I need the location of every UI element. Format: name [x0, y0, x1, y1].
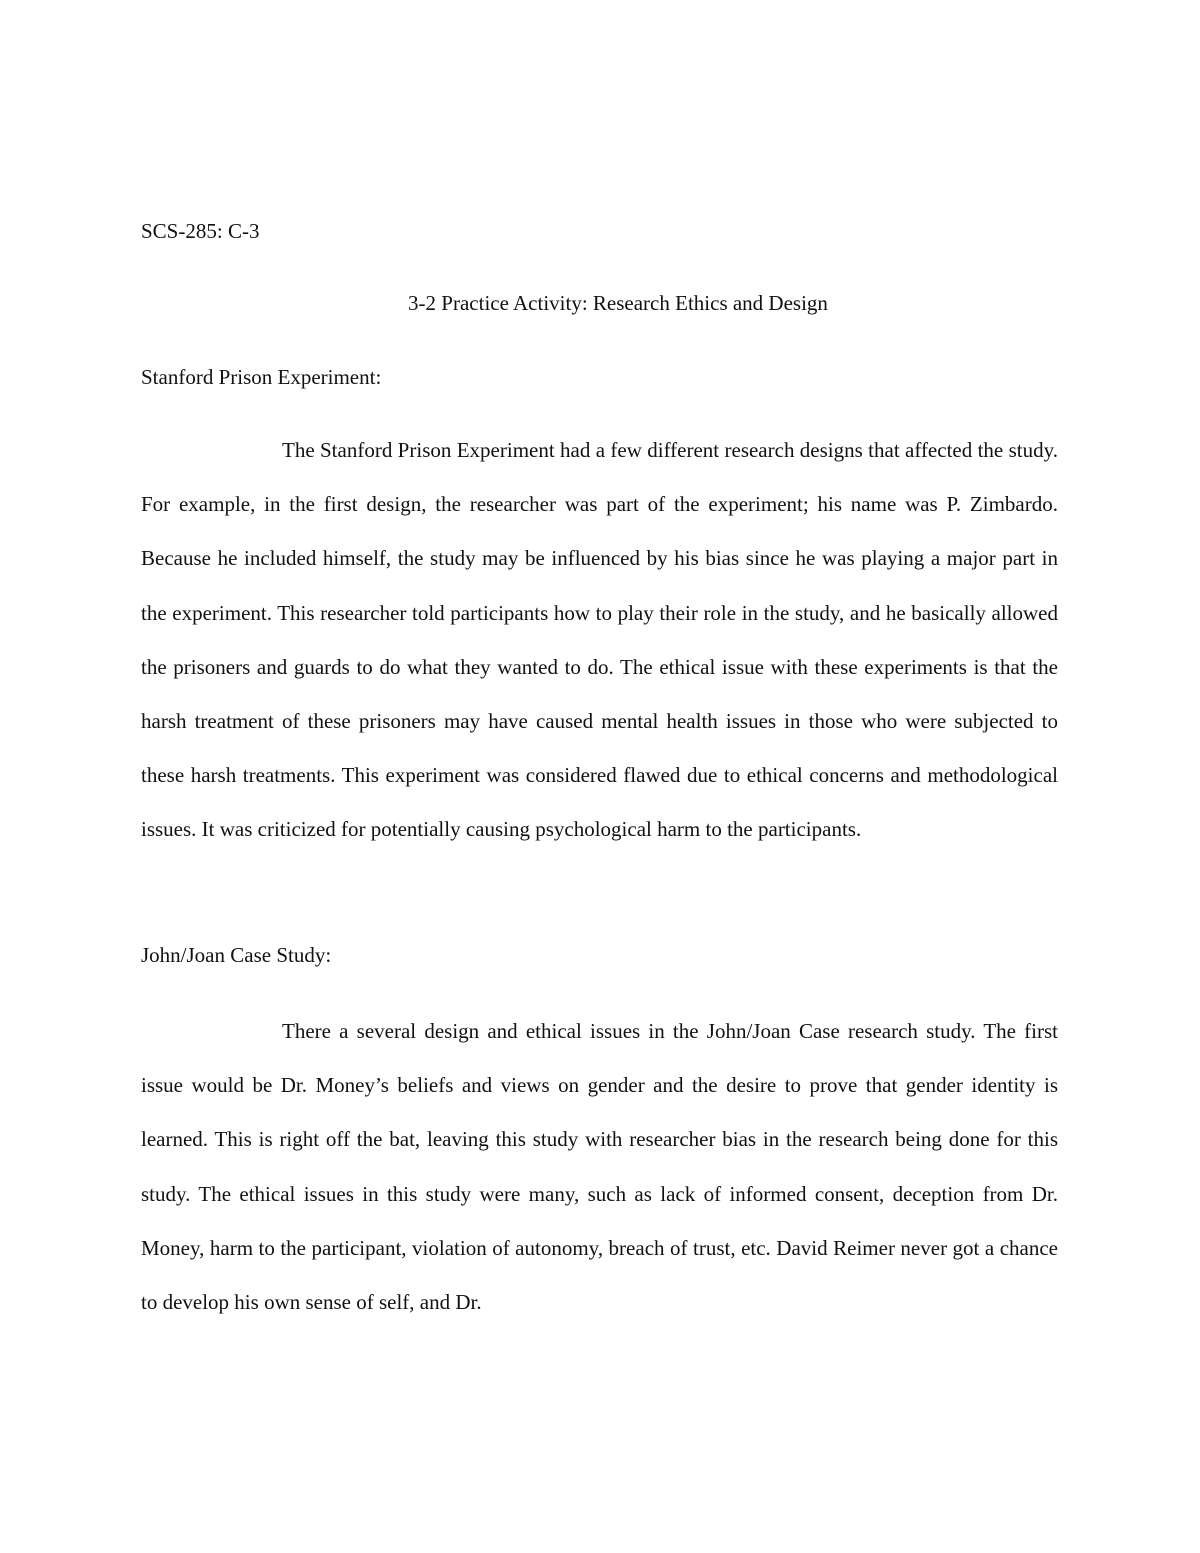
- section-paragraph-stanford: The Stanford Prison Experiment had a few different research designs that affected the study. For example, in the first design, the researcher was part of the experiment; his name was P. Zimbardo. Because he included himself, the study may be influenced by his bias since he was playing a major part in the experiment. This researcher told participants how to play their role in the study, and he basically allowed the prisoners and guards to do what they wanted to do. The ethical issue with these experiments is that the harsh treatment of these prisoners may have caused mental health issues in those who were subjected to these harsh treatments. This experiment was considered flawed due to ethical concerns and methodological issues. It was criticized for potentially causing psychological harm to the participants.: [141, 438, 1058, 842]
- document-title: 3-2 Practice Activity: Research Ethics and Design: [408, 291, 828, 315]
- section-heading-stanford: Stanford Prison Experiment:: [141, 365, 382, 389]
- course-code: SCS-285: C-3: [141, 219, 260, 243]
- section-paragraph-john-joan: There a several design and ethical issues in the John/Joan Case research study. The first issue would be Dr. Money’s beliefs and views on gender and the desire to prove that gender identity is learned. This is right off the bat, leaving this study with researcher bias in the research being done for this study. The ethical issues in this study were many, such as lack of informed consent, deception from Dr. Money, harm to the participant, violation of autonomy, breach of trust, etc. David Reimer never got a chance to develop his own sense of self, and Dr.: [141, 1019, 1058, 1315]
- section-heading-john-joan: John/Joan Case Study:: [141, 943, 332, 967]
